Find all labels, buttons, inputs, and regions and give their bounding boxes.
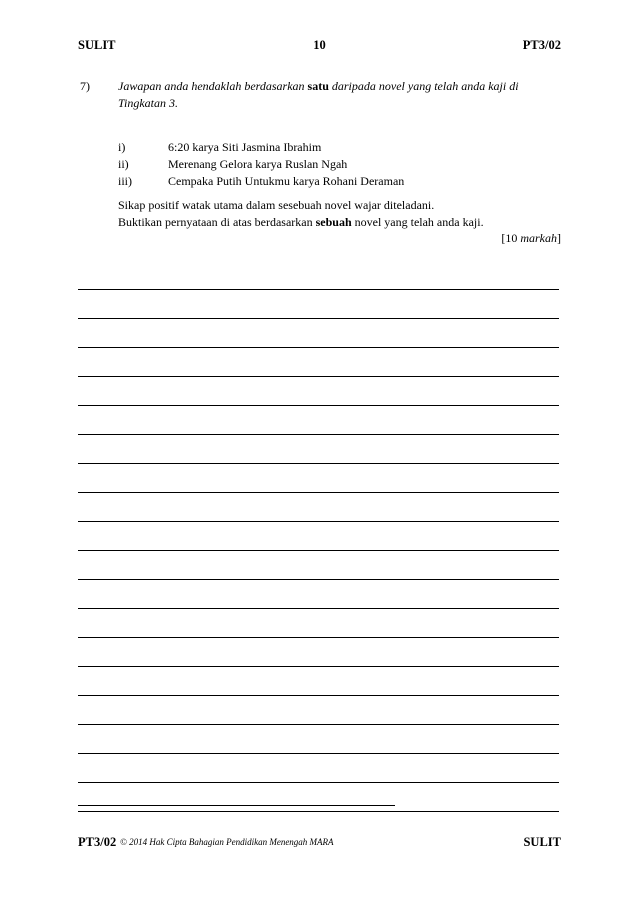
page-header: [78, 38, 561, 56]
answer-line[interactable]: [78, 638, 559, 667]
task-text: [118, 214, 562, 231]
answer-line[interactable]: [78, 522, 559, 551]
instruction-emphasis: satu: [307, 79, 329, 93]
novel-number: iii): [118, 174, 132, 188]
page-number: 10: [313, 38, 326, 52]
copyright-notice: © 2014 Hak Cipta Bahagian Pendidikan Menengah MARA: [120, 837, 334, 847]
answer-line[interactable]: [78, 348, 559, 377]
answer-line[interactable]: [78, 754, 559, 783]
statement-text: Sikap positif watak utama dalam sesebuah novel wajar diteladani.: [118, 198, 435, 212]
task-text-start: Buktikan pernyataan di atas berdasarkan: [118, 215, 316, 229]
task-text-end: novel yang telah anda kaji.: [351, 215, 484, 229]
marks-label: [501, 231, 561, 246]
marks-open: [10: [501, 231, 521, 245]
task-emphasis: sebuah: [315, 215, 352, 229]
answer-line[interactable]: [78, 464, 559, 493]
question-task: [118, 197, 562, 231]
instruction-text-cont: daripada novel yang telah anda kaji di Tingkatan 3.: [118, 79, 519, 110]
footer-paper-code: PT3/02: [78, 835, 117, 849]
marks-close: ]: [557, 231, 561, 245]
answer-line[interactable]: [78, 551, 559, 580]
answer-line[interactable]: [78, 493, 559, 522]
answer-line[interactable]: [78, 725, 559, 754]
footer-classification: SULIT: [523, 835, 561, 849]
answer-line[interactable]: [78, 783, 559, 812]
novel-number: ii): [118, 157, 129, 171]
answer-line[interactable]: [78, 406, 559, 435]
question-instruction: [118, 78, 558, 112]
answer-line[interactable]: [78, 435, 559, 464]
instruction-text: Jawapan anda hendaklah berdasarkan: [118, 79, 308, 93]
novel-title: 6:20 karya Siti Jasmina Ibrahim: [168, 140, 322, 154]
question-number: 7): [80, 79, 90, 93]
answer-line-short[interactable]: [78, 805, 395, 806]
novel-title: Cempaka Putih Untukmu karya Rohani Deraman: [168, 174, 405, 188]
answer-line[interactable]: [78, 290, 559, 319]
header-paper-code: PT3/02: [522, 38, 561, 52]
page-footer: [78, 835, 561, 853]
header-classification: SULIT: [78, 38, 116, 52]
answer-line[interactable]: [78, 377, 559, 406]
marks-word: markah: [520, 231, 557, 245]
answer-line[interactable]: [78, 667, 559, 696]
answer-area[interactable]: [78, 289, 559, 812]
answer-line[interactable]: [78, 696, 559, 725]
answer-line[interactable]: [78, 609, 559, 638]
answer-line[interactable]: [78, 319, 559, 348]
answer-line[interactable]: [78, 580, 559, 609]
novel-title: Merenang Gelora karya Ruslan Ngah: [168, 157, 348, 171]
novel-number: i): [118, 140, 126, 154]
